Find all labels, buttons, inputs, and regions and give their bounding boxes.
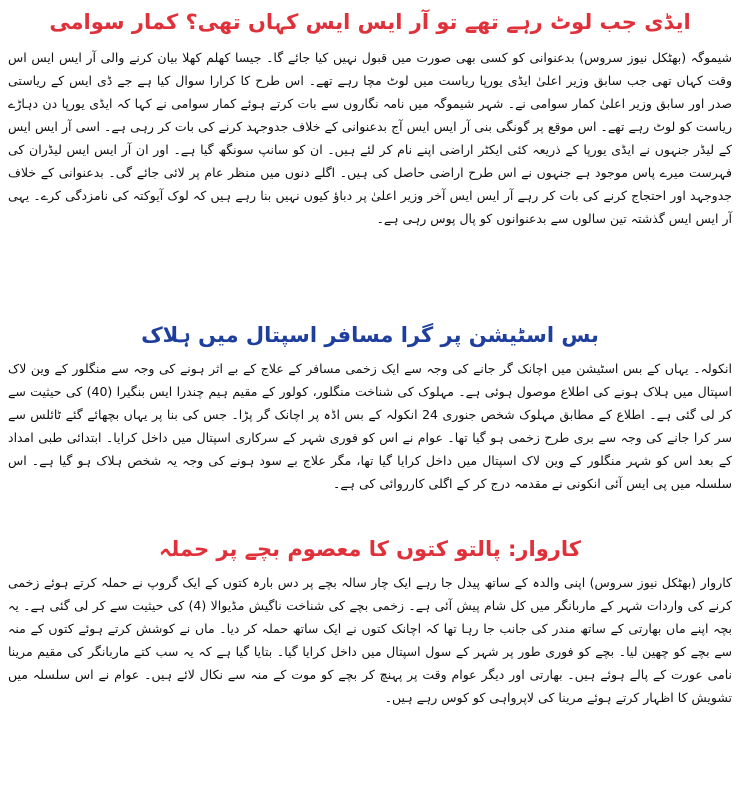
headline-kumaraswamy: ایڈی جب لوٹ رہے تھے تو آر ایس ایس کہاں تھی؟ کمار سوامی — [49, 10, 691, 34]
story-dog-attack — [6, 571, 734, 757]
story-body-bus-station: انکولہ۔ یہاں کے بس اسٹیشن میں اچانک گر جانے کی وجہ سے ایک زخمی مسافر کے علاج کے بے اثر ہونے کی وجہ سے منگلور کے وین لاک اسپتال میں ہلاک ہونے کی اطلاع موصول ہوئی ہے۔ مہلوک کی شناخت منگلور، کولور کے مقیم ہیم چندرا ایس بنگیرا (40) کی حیثیت سے کر لی گئی ہے۔ اطلاع کے مطابق مہلوک شخص جنوری 24 انکولہ کے بس اڈہ پر اچانک گر پڑا۔ جس کی بنا پر یہاں بچھائے گئے ٹائلس سے سر کرا جانے کی وجہ سے بری طرح زخمی ہو گیا تھا۔ عوام نے اس کو فوری شہر کے سرکاری اسپتال میں داخل کرایا۔ ابتدائی طبی امداد کے بعد اس کو شہر منگلور کے وین لاک اسپتال میں داخل کرایا گیا تھا، مگر علاج بے سود ہونے کی وجہ یہ شخص ہلاک ہو گیا ہے۔ اس سلسلہ میں پی ایس آئی انکونی نے مقدمہ درج کر کے اگلی کارروائی کی ہے۔ — [8, 361, 732, 491]
headline-dog-attack: کاروار: پالتو کتوں کا معصوم بچے پر حملہ — [159, 537, 581, 561]
headline-bus-station: بس اسٹیشن پر گرا مسافر اسپتال میں ہلاک — [141, 323, 599, 347]
story-body-dog-attack: کاروار (بھٹکل نیوز سروس) اپنی والدہ کے ساتھ پیدل جا رہے ایک چار سالہ بچے پر دس بارہ کتوں کے ایک گروپ نے حملہ کرتے ہوئے زخمی کرنے کی واردات شہر کے ماربانگر میں کل شام پیش آئی ہے۔ زخمی بچے کی شناخت ناگیش مڈیوالا (4) کی حیثیت سے کر لی گئی ہے۔ یہ بچہ اپنے ماں بھارتی کے ساتھ مندر کی جانب جا رہا تھا کہ اچانک کتوں نے ایک ساتھ حملہ کر دیا۔ ماں نے کوشش کرتے ہوئے کتوں کے منہ سے بچے کو چھین لیا۔ بچے کو فوری طور پر شہر کے سول اسپتال میں داخل کرایا گیا۔ بتایا گیا ہے کہ یہ سب کتے ماربانگر کی مقیم مرینا نامی عورت کے پالے ہوئے ہیں۔ بھارتی اور دیگر عوام وقت پر پہنچ کر بچے کو موت کے منہ سے نکال لائے ہیں۔ عوام نے اس سلسلہ میں تشویش کا اظہار کرتے ہوئے مرینا کی لاپرواہی کو کوس رہے ہیں۔ — [8, 575, 732, 705]
story-bus-station — [6, 357, 734, 523]
story-kumaraswamy — [6, 46, 734, 309]
story-body-kumaraswamy: شیموگہ (بھٹکل نیوز سروس) بدعنوانی کو کسی بھی صورت میں قبول نہیں کیا جائے گا۔ جیسا کھلم کھلا بیان کرنے والی آر ایس ایس اس وقت کہاں تھی جب سابق وزیر اعلیٰ ایڈی یورپا ریاست میں لوٹ مچا رہے تھے۔ اس طرح کا کرارا سوال کیا ہے جے ڈی ایس کے ریاستی صدر اور سابق وزیر اعلیٰ کمار سوامی نے۔ شہر شیموگہ میں نامہ نگاروں سے بات کرتے ہوئے کمار سوامی نے کہا کہ ایڈی یورپا دن دہاڑے ریاست کو لوٹ رہے تھے۔ اس موقع پر گونگی بنی آر ایس ایس آج بدعنوانی کے خلاف جدوجہد کرنے کی بات کر رہی ہے۔ اسی آر ایس ایس کے لیڈر جنہوں نے ایڈی یورپا کے ذریعہ کئی ایکٹر اراضی اپنے نام کر لئے ہیں۔ ان کو سانپ سونگھ گیا ہے۔ اور ان آر ایس ایس لیڈران کی فہرست میرے پاس موجود ہے جنہوں نے اس طرح اراضی حاصل کی ہیں۔ اگلے دنوں میں منظر عام پر لائی جائے گی۔ بدعنوانی کے خلاف جدوجہد اور احتجاج کرنے کی بات کر رہے آر ایس ایس آخر وزیر اعلیٰ پر دباؤ کیوں نہیں بنا رہے ہیں کہ لوک آیوکتہ کی نامزدگی کرے۔ یہی آر ایس ایس گذشتہ تین سالوں سے بدعنوانوں کو پال پوس رہی ہے۔ — [8, 50, 732, 226]
